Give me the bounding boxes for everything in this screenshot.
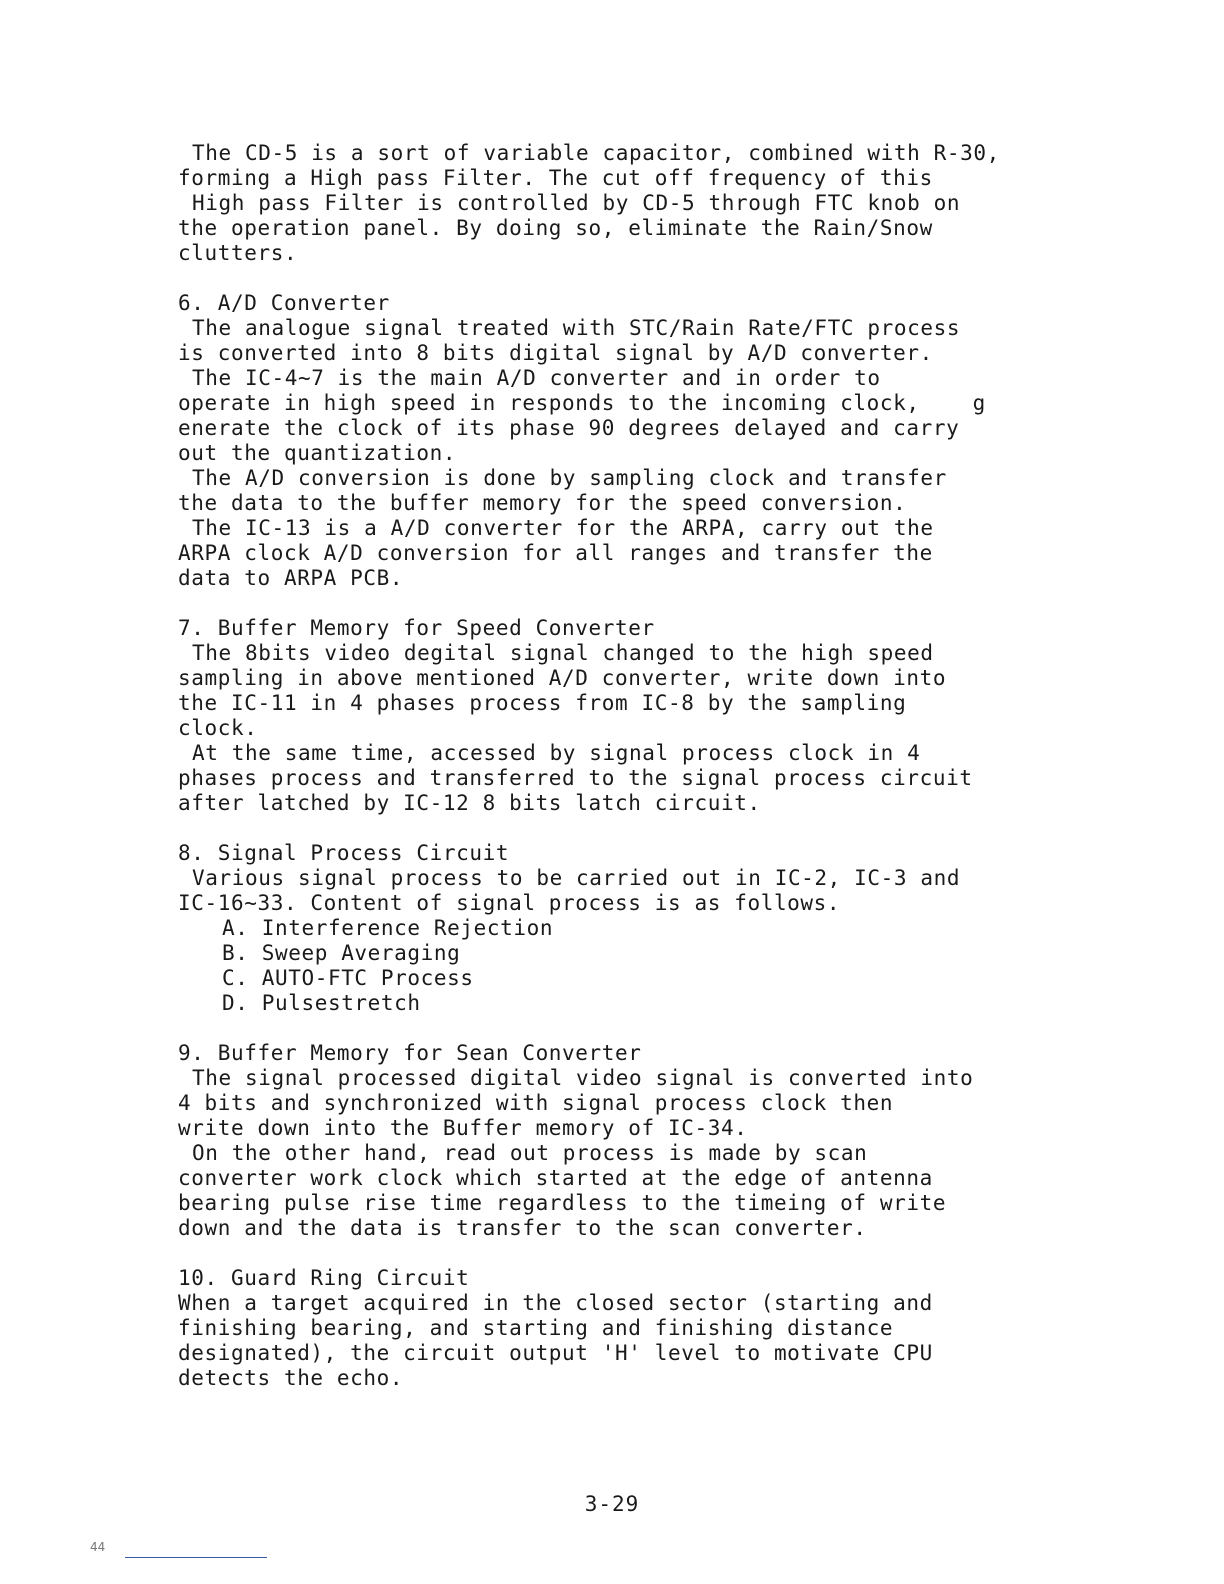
section-line: the IC-11 in 4 phases process from IC-8 by the sampling — [178, 691, 907, 715]
section-line: phases process and transferred to the signal process circuit — [178, 766, 973, 790]
section-line: out the quantization. — [178, 441, 457, 465]
section-line: converter work clock which started at the edge of antenna — [178, 1166, 933, 1190]
list-item: B. Sweep Averaging — [222, 941, 461, 965]
intro-line: The CD-5 is a sort of variable capacitor, combined with R-30, — [192, 141, 1000, 165]
section-heading-guard-ring: 10. Guard Ring Circuit — [178, 1266, 470, 1290]
paragraph-gap — [178, 1016, 1098, 1041]
intro-line: clutters. — [178, 241, 298, 265]
intro-line: the operation panel. By doing so, eliminate the Rain/Snow — [178, 216, 933, 240]
section-line: IC-16~33. Content of signal process is as follows. — [178, 891, 841, 915]
section-line: write down into the Buffer memory of IC-34. — [178, 1116, 748, 1140]
intro-line: High pass Filter is controlled by CD-5 through FTC knob on — [192, 191, 961, 215]
section-line: Various signal process to be carried out in IC-2, IC-3 and — [192, 866, 961, 890]
section-line: operate in high speed in responds to the incoming clock, g — [178, 391, 986, 415]
paragraph-gap — [178, 816, 1098, 841]
section-line: data to ARPA PCB. — [178, 566, 404, 590]
footer-mark: 44 — [90, 1540, 106, 1554]
section-heading-signal-process: 8. Signal Process Circuit — [178, 841, 510, 865]
section-line: The IC-13 is a A/D converter for the ARPA, carry out the — [192, 516, 934, 540]
section-line: down and the data is transfer to the scan converter. — [178, 1216, 867, 1240]
section-heading-buffer-memory-scan: 9. Buffer Memory for Sean Converter — [178, 1041, 642, 1065]
section-line: The IC-4~7 is the main A/D converter and in order to — [192, 366, 881, 390]
page-number: 3-29 — [584, 1492, 640, 1516]
section-line: 4 bits and synchronized with signal process clock then — [178, 1091, 894, 1115]
section-line: The signal processed digital video signal is converted into — [192, 1066, 974, 1090]
document-body — [178, 141, 1098, 1391]
section-line: sampling in above mentioned A/D converter, write down into — [178, 666, 947, 690]
paragraph-gap — [178, 591, 1098, 616]
section-line: the data to the buffer memory for the speed conversion. — [178, 491, 907, 515]
section-line: enerate the clock of its phase 90 degrees delayed and carry — [178, 416, 960, 440]
intro-line: forming a High pass Filter. The cut off frequency of this — [178, 166, 933, 190]
section-line: The A/D conversion is done by sampling clock and transfer — [192, 466, 947, 490]
section-line: bearing pulse rise time regardless to the timeing of write — [178, 1191, 947, 1215]
section-line: The 8bits video degital signal changed to the high speed — [192, 641, 934, 665]
section-line: is converted into 8 bits digital signal by A/D converter. — [178, 341, 933, 365]
section-heading-ad-converter: 6. A/D Converter — [178, 291, 390, 315]
section-line: When a target acquired in the closed sector (starting and — [178, 1291, 933, 1315]
section-line: ARPA clock A/D conversion for all ranges and transfer the — [178, 541, 933, 565]
section-line: after latched by IC-12 8 bits latch circuit. — [178, 791, 761, 815]
paragraph-gap — [178, 266, 1098, 291]
section-line: detects the echo. — [178, 1366, 404, 1390]
section-line: The analogue signal treated with STC/Rain Rate/FTC process — [192, 316, 961, 340]
section-line: designated), the circuit output 'H' level to motivate CPU — [178, 1341, 933, 1365]
footer-rule — [125, 1557, 267, 1558]
section-line: At the same time, accessed by signal process clock in 4 — [192, 741, 921, 765]
list-item: C. AUTO-FTC Process — [222, 966, 474, 990]
section-line: clock. — [178, 716, 258, 740]
section-line: finishing bearing, and starting and finishing distance — [178, 1316, 894, 1340]
section-heading-buffer-memory-speed: 7. Buffer Memory for Speed Converter — [178, 616, 655, 640]
paragraph-gap — [178, 1241, 1098, 1266]
list-item: D. Pulsestretch — [222, 991, 421, 1015]
list-item: A. Interference Rejection — [222, 916, 554, 940]
section-line: On the other hand, read out process is made by scan — [192, 1141, 868, 1165]
